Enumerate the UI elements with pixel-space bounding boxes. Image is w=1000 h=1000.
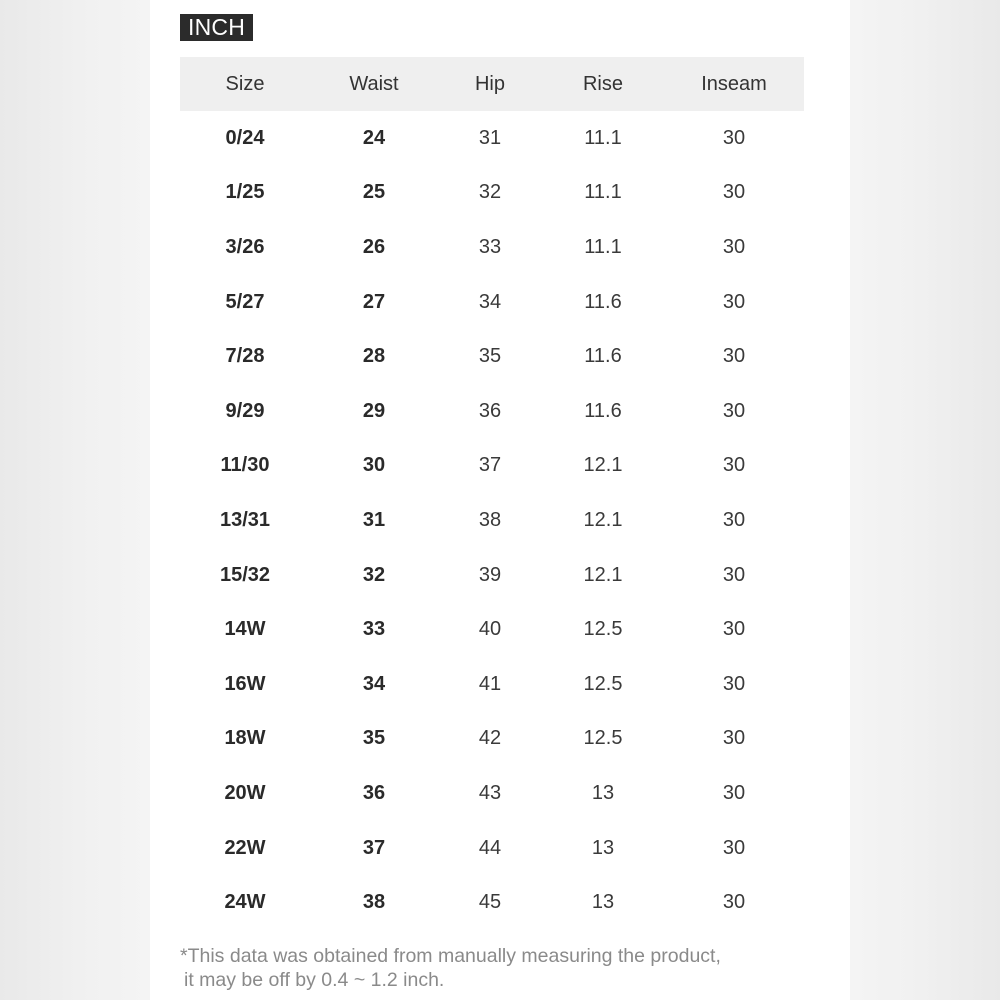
size-cell: 24W (224, 891, 266, 914)
size-cell: 11/30 (220, 454, 270, 477)
table-row (180, 275, 804, 330)
hip-cell: 44 (478, 836, 502, 859)
rise-cell: 12.5 (583, 672, 623, 695)
inseam-cell: 30 (722, 454, 746, 477)
inseam-cell: 30 (722, 126, 746, 149)
table-row (180, 821, 804, 876)
inseam-cell: 30 (722, 672, 746, 695)
size-chart-card (150, 0, 850, 1000)
table-row (180, 220, 804, 275)
table-header-row (180, 57, 804, 111)
unit-badge: INCH (180, 14, 253, 41)
waist-cell: 35 (362, 727, 386, 750)
table-row (180, 657, 804, 712)
table-row (180, 329, 804, 384)
inseam-cell: 30 (722, 836, 746, 859)
size-cell: 9/29 (225, 399, 265, 422)
size-cell: 3/26 (225, 235, 265, 258)
note-line-2: it may be off by 0.4 ~ 1.2 inch. (184, 969, 445, 991)
background-right (850, 0, 1000, 1000)
inseam-cell: 30 (722, 181, 746, 204)
rise-cell: 12.1 (583, 454, 623, 477)
waist-cell: 33 (362, 618, 386, 641)
waist-cell: 37 (362, 836, 386, 859)
rise-cell: 12.1 (583, 508, 623, 531)
rise-cell: 13 (591, 781, 615, 804)
inseam-cell: 30 (722, 235, 746, 258)
hip-cell: 43 (478, 781, 502, 804)
size-cell: 7/28 (225, 345, 265, 368)
size-cell: 16W (224, 672, 266, 695)
table-row (180, 875, 804, 930)
inseam-cell: 30 (722, 891, 746, 914)
column-header-size: Size (180, 57, 310, 111)
inseam-cell: 30 (722, 399, 746, 422)
waist-cell: 31 (362, 508, 386, 531)
size-cell: 13/31 (219, 508, 271, 531)
size-cell: 14W (224, 618, 266, 641)
waist-cell: 34 (362, 672, 386, 695)
background-left (0, 0, 150, 1000)
size-cell: 18W (224, 727, 266, 750)
waist-cell: 27 (362, 290, 386, 313)
inseam-cell: 30 (722, 345, 746, 368)
waist-cell: 25 (362, 181, 386, 204)
column-header-inseam: Inseam (664, 57, 804, 111)
table-row (180, 384, 804, 439)
rise-cell: 12.5 (583, 727, 623, 750)
column-header-waist: Waist (310, 57, 438, 111)
rise-cell: 13 (591, 891, 615, 914)
column-header-hip: Hip (438, 57, 542, 111)
rise-cell: 11.6 (584, 290, 622, 313)
waist-cell: 36 (362, 781, 386, 804)
table-row (180, 166, 804, 221)
hip-cell: 42 (478, 727, 502, 750)
table-row (180, 712, 804, 767)
table-row (180, 439, 804, 494)
size-cell: 20W (224, 781, 266, 804)
column-header-rise: Rise (542, 57, 664, 111)
inseam-cell: 30 (722, 508, 746, 531)
hip-cell: 40 (478, 618, 502, 641)
rise-cell: 11.6 (584, 345, 622, 368)
inseam-cell: 30 (722, 727, 746, 750)
table-row (180, 493, 804, 548)
hip-cell: 34 (478, 290, 502, 313)
size-cell: 0/24 (225, 126, 265, 149)
rise-cell: 12.1 (583, 563, 623, 586)
hip-cell: 39 (478, 563, 502, 586)
hip-cell: 38 (478, 508, 502, 531)
inseam-cell: 30 (722, 618, 746, 641)
hip-cell: 35 (478, 345, 502, 368)
waist-cell: 24 (362, 126, 386, 149)
table-body (180, 111, 804, 930)
note-line-1: *This data was obtained from manually measuring the product, (180, 945, 721, 967)
waist-cell: 32 (362, 563, 386, 586)
size-cell: 22W (224, 836, 266, 859)
hip-cell: 32 (478, 181, 502, 204)
inseam-cell: 30 (722, 290, 746, 313)
rise-cell: 13 (591, 836, 615, 859)
table-row (180, 111, 804, 166)
hip-cell: 31 (478, 126, 502, 149)
hip-cell: 41 (478, 672, 502, 695)
inseam-cell: 30 (722, 781, 746, 804)
table-row (180, 766, 804, 821)
waist-cell: 28 (362, 345, 386, 368)
hip-cell: 45 (478, 891, 502, 914)
waist-cell: 38 (362, 891, 386, 914)
waist-cell: 26 (362, 235, 386, 258)
rise-cell: 12.5 (583, 618, 623, 641)
hip-cell: 33 (478, 235, 502, 258)
table-row (180, 602, 804, 657)
hip-cell: 36 (478, 399, 502, 422)
size-cell: 15/32 (219, 563, 271, 586)
rise-cell: 11.1 (584, 181, 622, 204)
size-cell: 1/25 (225, 181, 265, 204)
waist-cell: 29 (362, 399, 386, 422)
size-cell: 5/27 (225, 290, 265, 313)
table-row (180, 548, 804, 603)
measurement-note (180, 944, 820, 992)
waist-cell: 30 (362, 454, 386, 477)
rise-cell: 11.1 (584, 235, 622, 258)
rise-cell: 11.6 (584, 399, 622, 422)
rise-cell: 11.1 (584, 126, 622, 149)
hip-cell: 37 (478, 454, 502, 477)
inseam-cell: 30 (722, 563, 746, 586)
size-table (180, 57, 804, 930)
